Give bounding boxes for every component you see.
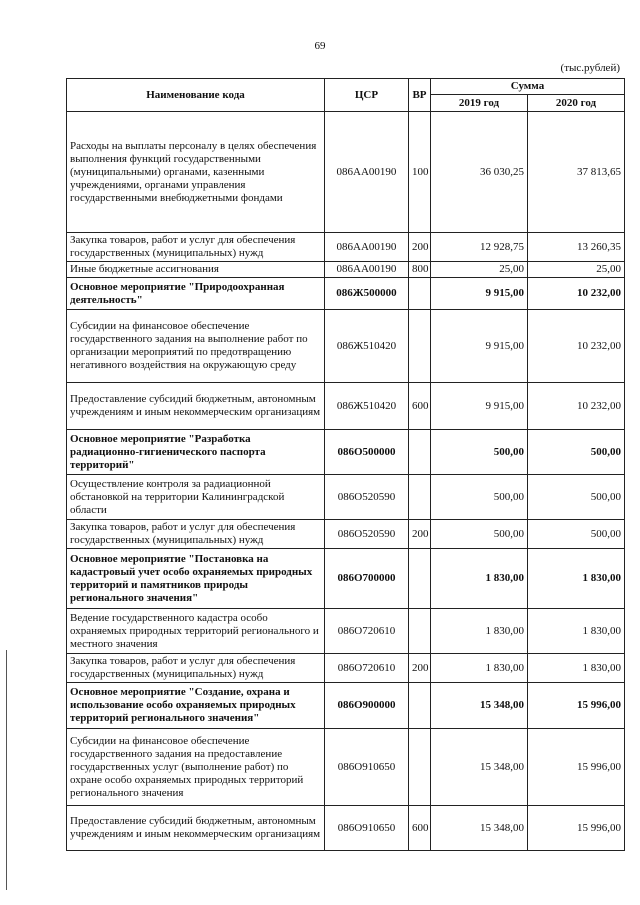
- row-amount-2020: 500,00: [528, 520, 625, 549]
- row-code: 086О910650: [325, 729, 409, 806]
- row-name: Предоставление субсидий бюджетным, автономным учреждениям и иным некоммерческим организациям: [67, 806, 325, 851]
- table-row: [67, 806, 625, 851]
- row-vr: 200: [409, 654, 431, 683]
- row-name: Предоставление субсидий бюджетным, автономным учреждениям и иным некоммерческим организациям: [67, 383, 325, 430]
- table-row: [67, 262, 625, 278]
- row-name: Закупка товаров, работ и услуг для обеспечения государственных (муниципальных) нужд: [67, 233, 325, 262]
- table-row: [67, 430, 625, 475]
- row-vr: 200: [409, 520, 431, 549]
- row-amount-2019: 9 915,00: [431, 278, 528, 310]
- table-row: [67, 383, 625, 430]
- row-name: Основное мероприятие "Постановка на кадастровый учет особо охраняемых природных территорий и памятников природы регионального значения": [67, 549, 325, 609]
- row-name: Ведение государственного кадастра особо охраняемых природных территорий регионального и местного значения: [67, 609, 325, 654]
- row-code: 086Ж510420: [325, 383, 409, 430]
- table-row: [67, 683, 625, 729]
- row-amount-2019: 36 030,25: [431, 112, 528, 233]
- row-amount-2019: 1 830,00: [431, 654, 528, 683]
- row-amount-2020: 15 996,00: [528, 683, 625, 729]
- scan-margin-line: [6, 650, 7, 890]
- row-name: Субсидии на финансовое обеспечение государственного задания на выполнение работ по организации мероприятий по предотвращению негативного воздействия на окружающую среду: [67, 310, 325, 383]
- row-amount-2020: 500,00: [528, 475, 625, 520]
- row-vr: [409, 549, 431, 609]
- row-amount-2019: 1 830,00: [431, 609, 528, 654]
- row-name: Осуществление контроля за радиационной обстановкой на территории Калининградской области: [67, 475, 325, 520]
- table-row: [67, 112, 625, 233]
- row-name: Расходы на выплаты персоналу в целях обеспечения выполнения функций государственными (муниципальными) органами, казенными учреждениями, органами управления государственными внебюджетными фондами: [67, 112, 325, 233]
- header-name: Наименование кода: [67, 79, 325, 112]
- units-label: (тыс.рублей): [560, 62, 620, 74]
- row-code: 086О700000: [325, 549, 409, 609]
- row-amount-2020: 25,00: [528, 262, 625, 278]
- table-row: [67, 520, 625, 549]
- row-code: 086АА00190: [325, 233, 409, 262]
- row-vr: 600: [409, 383, 431, 430]
- row-name: Основное мероприятие "Природоохранная деятельность": [67, 278, 325, 310]
- table-row: [67, 475, 625, 520]
- row-amount-2020: 10 232,00: [528, 310, 625, 383]
- row-code: 086О910650: [325, 806, 409, 851]
- row-name: Иные бюджетные ассигнования: [67, 262, 325, 278]
- row-name: Закупка товаров, работ и услуг для обеспечения государственных (муниципальных) нужд: [67, 520, 325, 549]
- table-row: [67, 233, 625, 262]
- row-amount-2020: 500,00: [528, 430, 625, 475]
- row-vr: 200: [409, 233, 431, 262]
- header-sum: Сумма: [431, 79, 625, 95]
- header-code: ЦСР: [325, 79, 409, 112]
- row-amount-2019: 500,00: [431, 430, 528, 475]
- page-number: 69: [314, 40, 326, 52]
- row-name: Закупка товаров, работ и услуг для обеспечения государственных (муниципальных) нужд: [67, 654, 325, 683]
- header-2020: 2020 год: [528, 95, 625, 112]
- row-code: 086Ж500000: [325, 278, 409, 310]
- row-name: Субсидии на финансовое обеспечение государственного задания на предоставление государственных услуг (выполнение работ) по охране особо охраняемых природных территорий регионального значения: [67, 729, 325, 806]
- row-amount-2020: 15 996,00: [528, 729, 625, 806]
- row-amount-2019: 500,00: [431, 520, 528, 549]
- row-amount-2020: 15 996,00: [528, 806, 625, 851]
- row-amount-2019: 500,00: [431, 475, 528, 520]
- row-vr: [409, 609, 431, 654]
- row-vr: 800: [409, 262, 431, 278]
- row-code: 086Ж510420: [325, 310, 409, 383]
- row-vr: 100: [409, 112, 431, 233]
- row-vr: [409, 475, 431, 520]
- row-vr: [409, 683, 431, 729]
- row-vr: [409, 310, 431, 383]
- table-row: [67, 549, 625, 609]
- row-amount-2019: 15 348,00: [431, 683, 528, 729]
- row-amount-2020: 13 260,35: [528, 233, 625, 262]
- row-name: Основное мероприятие "Создание, охрана и использование особо охраняемых природных территорий регионального значения": [67, 683, 325, 729]
- row-amount-2019: 1 830,00: [431, 549, 528, 609]
- row-code: 086О520590: [325, 520, 409, 549]
- table-row: [67, 654, 625, 683]
- row-code: 086АА00190: [325, 112, 409, 233]
- row-vr: [409, 430, 431, 475]
- row-amount-2019: 15 348,00: [431, 729, 528, 806]
- row-code: 086О720610: [325, 609, 409, 654]
- header-2019: 2019 год: [431, 95, 528, 112]
- row-amount-2019: 9 915,00: [431, 310, 528, 383]
- header-vr: ВР: [409, 79, 431, 112]
- row-amount-2020: 1 830,00: [528, 609, 625, 654]
- table-row: [67, 729, 625, 806]
- row-code: 086О520590: [325, 475, 409, 520]
- row-amount-2019: 9 915,00: [431, 383, 528, 430]
- row-amount-2019: 12 928,75: [431, 233, 528, 262]
- row-amount-2020: 37 813,65: [528, 112, 625, 233]
- budget-table: [66, 78, 625, 851]
- table-row: [67, 609, 625, 654]
- row-code: 086О900000: [325, 683, 409, 729]
- row-amount-2019: 25,00: [431, 262, 528, 278]
- row-amount-2020: 1 830,00: [528, 549, 625, 609]
- row-vr: [409, 278, 431, 310]
- row-vr: 600: [409, 806, 431, 851]
- row-amount-2020: 10 232,00: [528, 278, 625, 310]
- table-row: [67, 310, 625, 383]
- row-code: 086АА00190: [325, 262, 409, 278]
- row-code: 086О500000: [325, 430, 409, 475]
- row-code: 086О720610: [325, 654, 409, 683]
- row-vr: [409, 729, 431, 806]
- row-name: Основное мероприятие "Разработка радиационно-гигиенического паспорта территорий": [67, 430, 325, 475]
- row-amount-2019: 15 348,00: [431, 806, 528, 851]
- row-amount-2020: 1 830,00: [528, 654, 625, 683]
- table-row: [67, 278, 625, 310]
- row-amount-2020: 10 232,00: [528, 383, 625, 430]
